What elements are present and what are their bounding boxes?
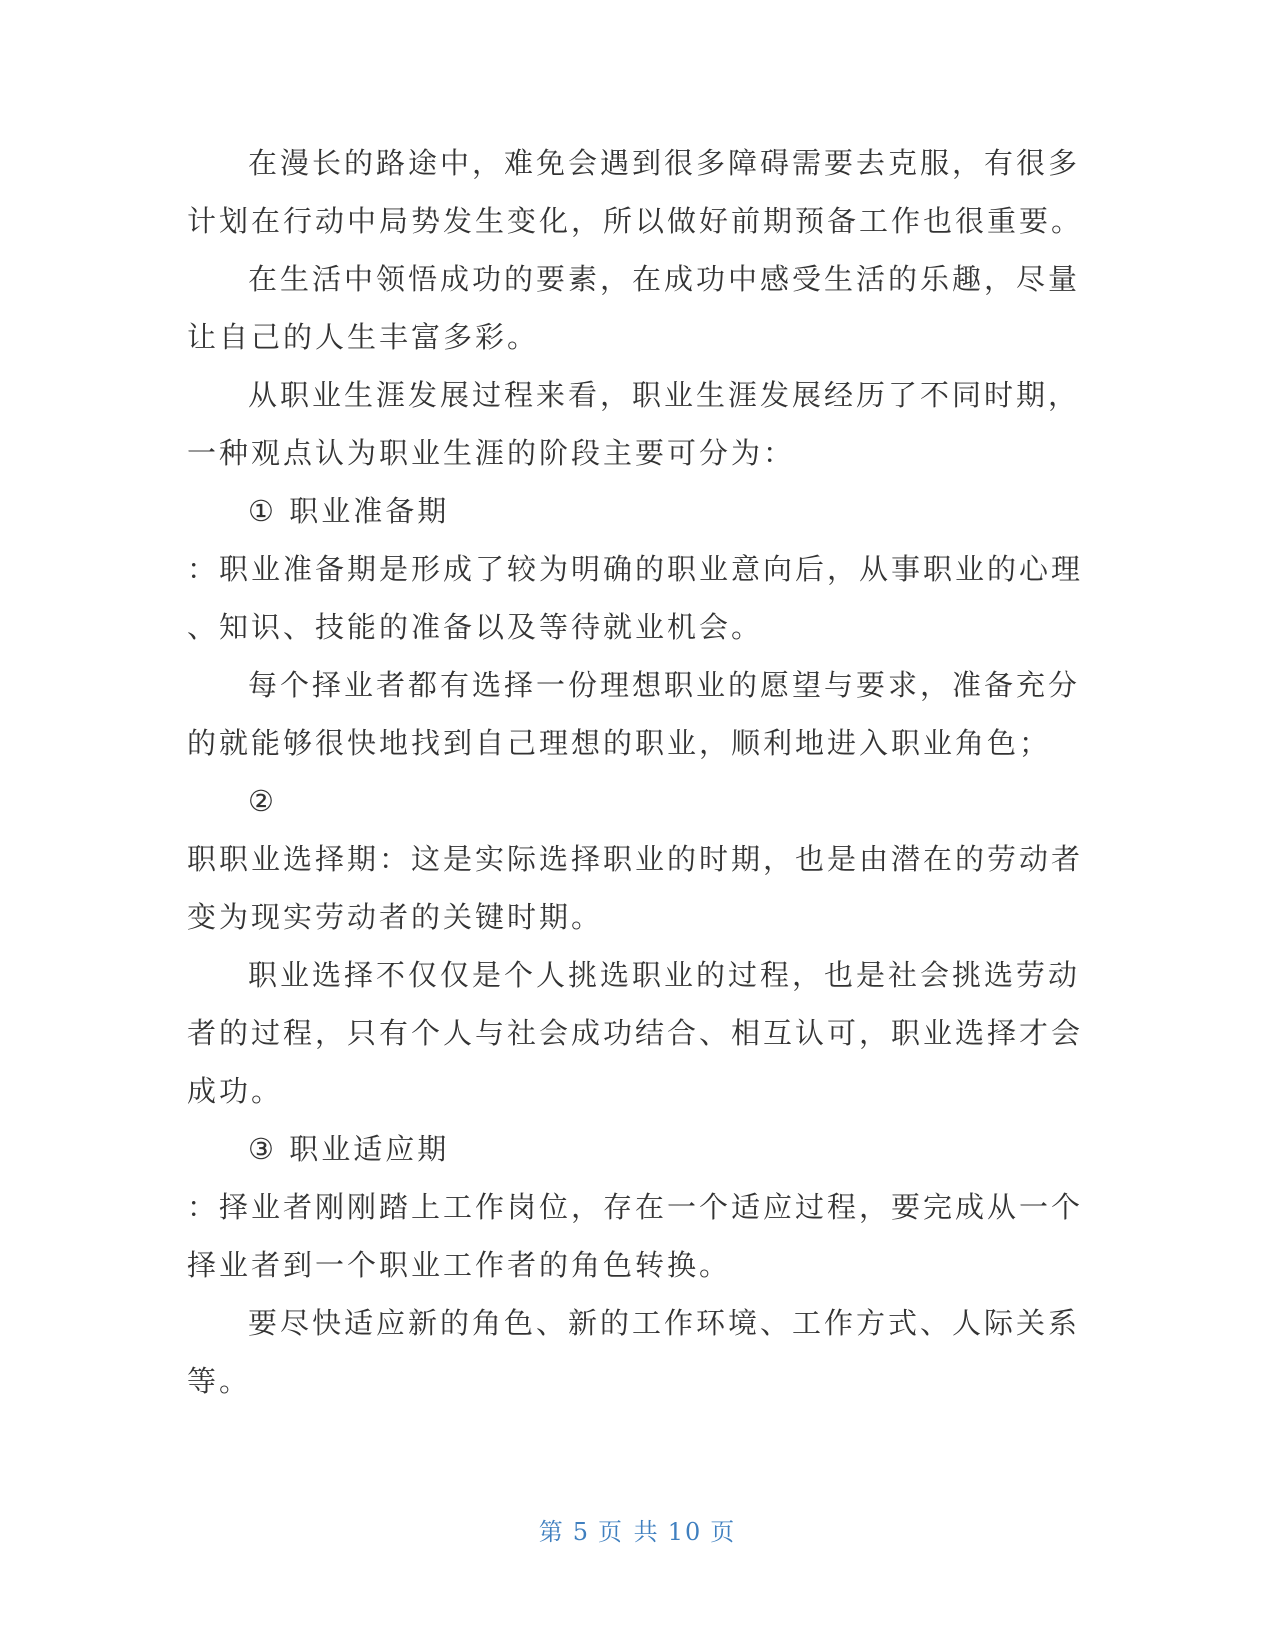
paragraph-line: 职职业选择期：这是实际选择职业的时期，也是由潜在的劳动者 <box>187 842 1084 876</box>
footer-page-number: 5 <box>572 1518 591 1546</box>
paragraph-line: 要尽快适应新的角色、新的工作环境、工作方式、人际关系 <box>248 1306 1081 1340</box>
paragraph-line: 择业者到一个职业工作者的角色转换。 <box>187 1248 732 1282</box>
paragraph-line: 的就能够很快地找到自己理想的职业，顺利地进入职业角色； <box>187 726 1052 760</box>
paragraph-line: 等。 <box>187 1364 252 1398</box>
paragraph-line: 让自己的人生丰富多彩。 <box>187 320 540 354</box>
paragraph-line: 计划在行动中局势发生变化，所以做好前期预备工作也很重要。 <box>187 204 1084 238</box>
footer-prefix: 第 <box>538 1518 565 1546</box>
paragraph-line: 从职业生涯发展过程来看，职业生涯发展经历了不同时期， <box>248 378 1081 412</box>
page-footer <box>0 1512 1275 1547</box>
section-heading-2: ② <box>248 784 277 818</box>
paragraph-line: 职业选择不仅仅是个人挑选职业的过程，也是社会挑选劳动 <box>248 958 1081 992</box>
paragraph-line: 每个择业者都有选择一份理想职业的愿望与要求，准备充分 <box>248 668 1081 702</box>
paragraph-line: 一种观点认为职业生涯的阶段主要可分为： <box>187 436 796 470</box>
footer-suffix: 页 <box>710 1518 737 1546</box>
paragraph-line: ：择业者刚刚踏上工作岗位，存在一个适应过程，要完成从一个 <box>187 1190 1084 1224</box>
paragraph-line: 者的过程，只有个人与社会成功结合、相互认可，职业选择才会 <box>187 1016 1084 1050</box>
footer-total-pages: 10 <box>667 1518 703 1546</box>
paragraph-line: 变为现实劳动者的关键时期。 <box>187 900 604 934</box>
footer-middle: 页 共 <box>598 1518 660 1546</box>
section-heading-1: ① 职业准备期 <box>248 494 450 528</box>
paragraph-line: 、知识、技能的准备以及等待就业机会。 <box>187 610 764 644</box>
paragraph-line: 成功。 <box>187 1074 284 1108</box>
paragraph-line: ：职业准备期是形成了较为明确的职业意向后，从事职业的心理 <box>187 552 1084 586</box>
section-heading-3: ③ 职业适应期 <box>248 1132 450 1166</box>
paragraph-line: 在生活中领悟成功的要素，在成功中感受生活的乐趣，尽量 <box>248 262 1081 296</box>
paragraph-line: 在漫长的路途中，难免会遇到很多障碍需要去克服，有很多 <box>248 146 1081 180</box>
